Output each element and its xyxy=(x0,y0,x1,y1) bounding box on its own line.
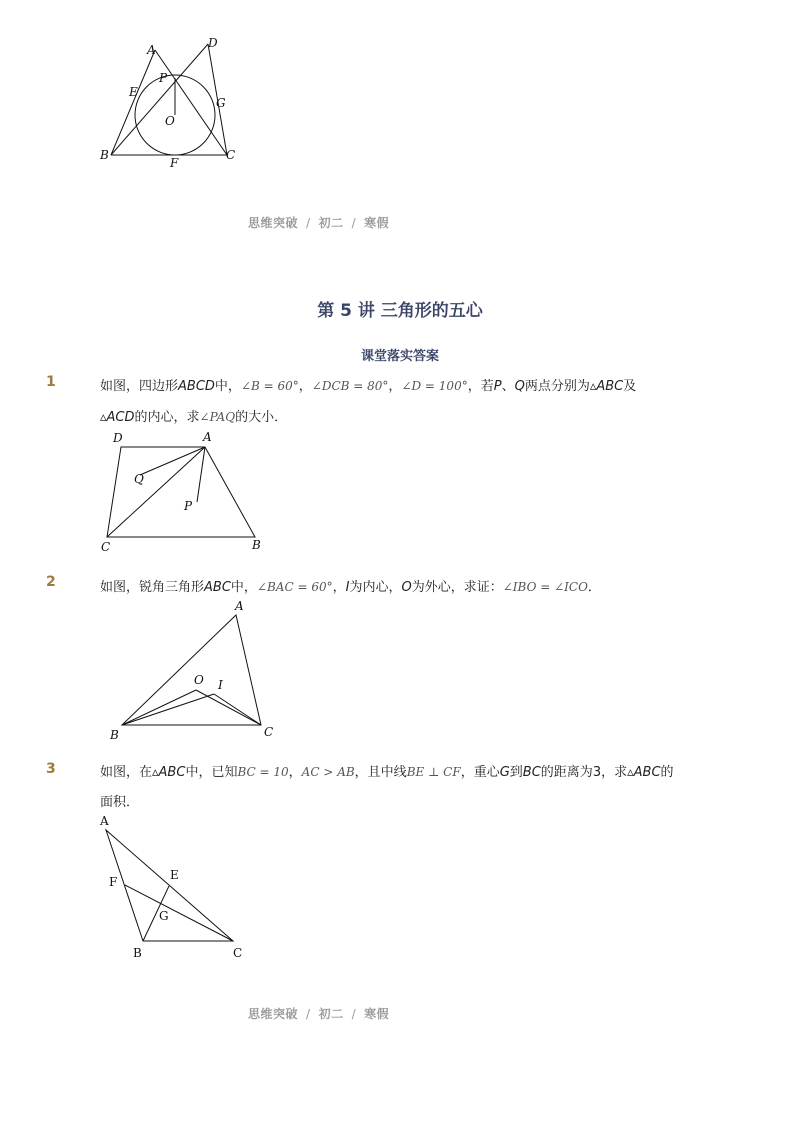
label-a: A xyxy=(100,814,109,828)
label-a: A xyxy=(235,599,244,613)
line-bo xyxy=(122,690,196,725)
label-f: F xyxy=(109,875,118,889)
label-e: E xyxy=(129,85,138,99)
footer-brand: 思维突破 xyxy=(248,1007,299,1021)
label-a: A xyxy=(203,430,212,444)
label-p: P xyxy=(159,71,168,85)
label-c: C xyxy=(101,540,111,554)
label-d: D xyxy=(208,36,218,50)
label-q: Q xyxy=(134,472,144,486)
question-1-text xyxy=(100,371,660,433)
label-b: B xyxy=(252,538,261,552)
figure-q2-triangle xyxy=(100,595,290,745)
line-ic xyxy=(214,694,261,725)
footer-sep: / xyxy=(351,216,357,230)
line-ap xyxy=(197,447,205,502)
page-footer-bottom xyxy=(248,1005,389,1022)
page-footer-top xyxy=(248,214,389,231)
line-bi xyxy=(122,694,214,725)
footer-sep: / xyxy=(351,1007,357,1021)
line-oc xyxy=(196,690,261,725)
line-ba xyxy=(111,50,155,155)
label-a: A xyxy=(147,43,156,57)
footer-grade: 初二 xyxy=(318,216,344,230)
figure-incircle-triangles xyxy=(90,30,250,175)
label-f: F xyxy=(170,156,179,170)
label-b: B xyxy=(133,946,142,960)
question-1-line-2: ▵ACD的内心，求∠PAQ的大小． xyxy=(100,410,288,425)
question-3-line-2: 面积． xyxy=(100,795,140,810)
question-number-2: 2 xyxy=(46,574,56,590)
label-g: G xyxy=(216,96,226,110)
footer-term: 寒假 xyxy=(364,1007,390,1021)
figure-q1-quadrilateral xyxy=(95,425,275,560)
footer-brand: 思维突破 xyxy=(248,216,299,230)
label-g: G xyxy=(159,909,169,923)
triangle-abc xyxy=(122,615,261,725)
question-1-line-1: 如图，四边形ABCD中，∠B = 60°，∠DCB = 80°，∠D = 100°，若P、Q两点分别为▵ABC及 xyxy=(100,379,637,394)
footer-term: 寒假 xyxy=(364,216,390,230)
line-bd xyxy=(111,44,208,155)
lecture-title: 第 5 讲 三角形的五心 xyxy=(317,301,483,321)
label-o: O xyxy=(194,673,204,687)
question-3-text xyxy=(100,757,680,818)
question-number-1: 1 xyxy=(46,374,56,390)
footer-grade: 初二 xyxy=(318,1007,344,1021)
figure-q3-triangle-medians xyxy=(95,810,255,965)
label-b: B xyxy=(110,728,119,742)
line-aq xyxy=(140,447,205,475)
label-i: I xyxy=(218,678,223,692)
footer-sep: / xyxy=(306,1007,311,1021)
label-o: O xyxy=(165,114,175,128)
label-c: C xyxy=(264,725,274,739)
footer-sep: / xyxy=(306,216,311,230)
label-b: B xyxy=(100,148,109,162)
quad-dabc xyxy=(107,447,255,537)
question-2-line-1: 如图，锐角三角形ABC中，∠BAC = 60°，I为内心，O为外心，求证：∠IBO = ∠ICO． xyxy=(100,580,601,595)
section-title: 课堂落实答案 xyxy=(360,349,439,364)
question-3-line-1: 如图，在▵ABC中，已知BC = 10，AC > AB，且中线BE ⊥ CF，重心G到BC的距离为3，求▵ABC的 xyxy=(100,765,674,780)
label-e: E xyxy=(170,868,179,882)
label-d: D xyxy=(113,431,123,445)
question-number-3: 3 xyxy=(46,761,56,777)
label-p: P xyxy=(184,499,193,513)
label-c: C xyxy=(226,148,236,162)
label-c: C xyxy=(233,946,243,960)
line-ac xyxy=(107,447,205,537)
